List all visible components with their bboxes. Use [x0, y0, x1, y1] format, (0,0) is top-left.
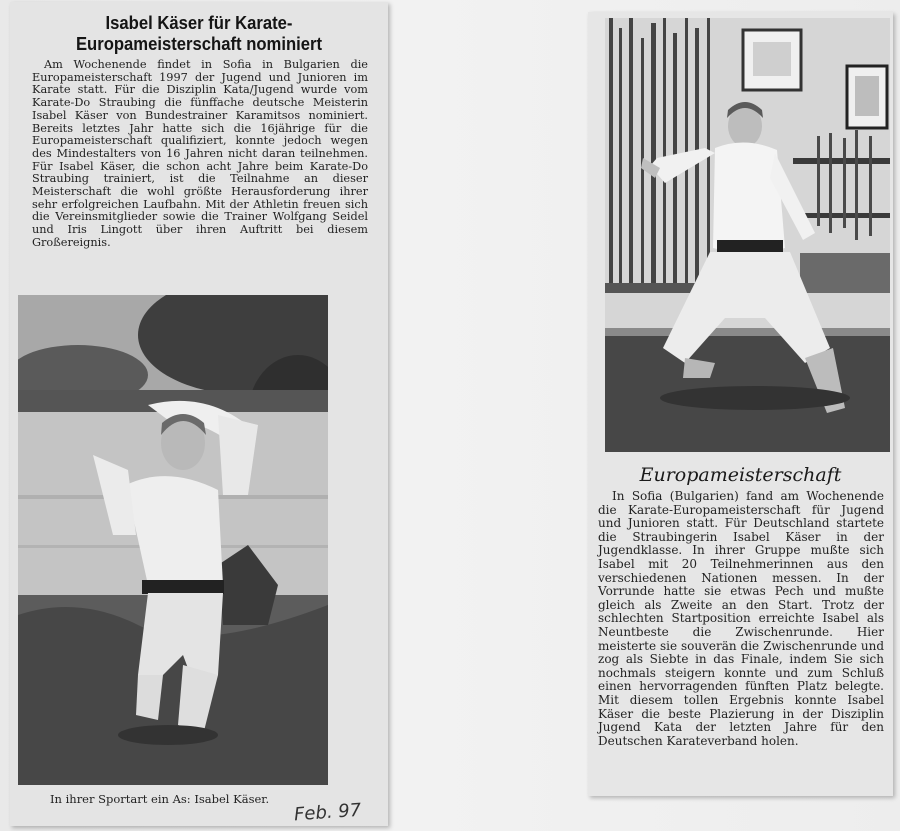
article-body-result	[598, 490, 884, 748]
photo-karate-pose-dojo	[605, 18, 890, 452]
handwritten-date: Feb. 97	[293, 799, 362, 826]
article-headline: Isabel Käser für Karate-Europameisterschaft nominiert	[75, 12, 323, 54]
photo-karate-pose-riverside	[18, 295, 328, 785]
photo-riverside-image	[18, 295, 328, 785]
article-paragraph: Am Wochenende findet in Sofia in Bulgarien die Europameisterschaft 1997 der Jugend und Junioren im Karate statt. Für die Disziplin Kata/Jugend wurde vom Karate-Do Straubing die fünffache deutsche Meisterin Isabel Käser von Bundestrainer Karamitsos nominiert. Bereits letztes Jahr hatte sich die 16jährige für die Europameisterschaft qualifiziert, konnte jedoch wegen des Mindestalters von 16 Jahren nicht daran teilnehmen. Für Isabel Käser, die schon acht Jahre beim Karate-Do Straubing trainiert, ist die Teilnahme an dieser Meisterschaft die wohl größte Herausforderung ihrer sehr erfolgreichen Laufbahn. Mit der Athletin freuen sich die Vereinsmitglieder sowie die Trainer Wolfgang Seidel und Iris Lingott über ihren Auftritt bei diesem Großereignis.	[32, 58, 368, 249]
photo-dojo-image	[605, 18, 890, 452]
newspaper-clipping-nomination	[10, 2, 388, 826]
article-subtitle: Europameisterschaft	[639, 464, 842, 486]
photo-caption: In ihrer Sportart ein As: Isabel Käser.	[50, 792, 270, 806]
article-paragraph: In Sofia (Bulgarien) fand am Wochenende die Karate-Europameisterschaft für Jugend und Junioren statt. Für Deutschland startete die Straubingerin Isabel Käser in der Jugendklasse. In ihrer Gruppe mußte sich Isabel mit 20 Teilnehmerinnen aus den verschiedenen Nationen messen. In der Vorrunde hatte sie etwas Pech und mußte gleich als Zweite an den Start. Trotz der schlechten Startposition erreichte Isabel als Neuntbeste die Zwischenrunde. Hier meisterte sie souverän die Zwischenrunde und zog als Siebte in das Finale, indem Sie sich nochmals steigern konnte und zum Schluß einen hervorragenden fünften Platz belegte. Mit diesem tollen Ergebnis konnte Isabel Käser die beste Plazierung in der Disziplin Jugend Kata der letzten Jahre für den Deutschen Karateverband holen.	[598, 489, 884, 748]
article-body-nomination	[32, 59, 368, 250]
newspaper-clipping-result	[588, 12, 893, 796]
